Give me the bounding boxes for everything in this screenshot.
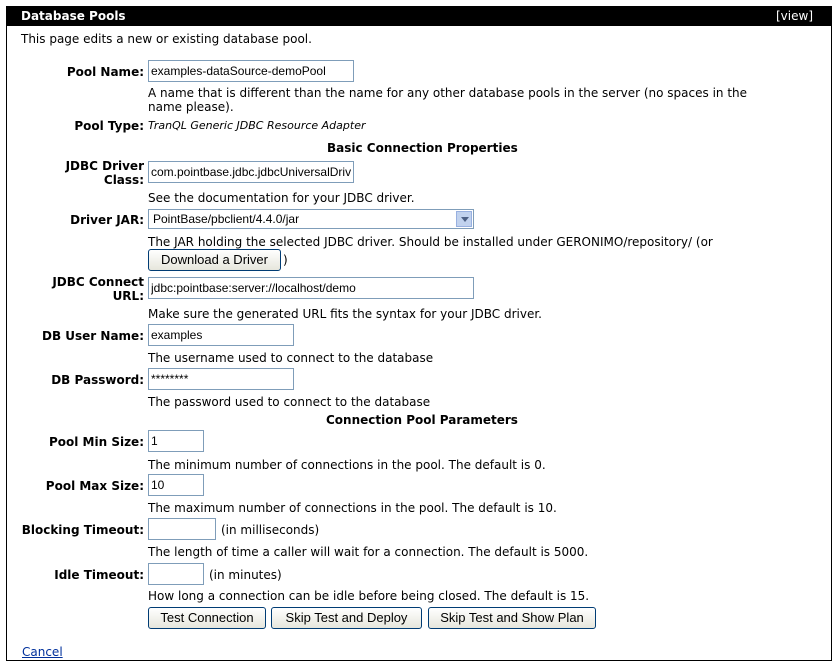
blocking-timeout-label: Blocking Timeout: [21,523,144,537]
blocking-timeout-unit: (in milliseconds) [221,523,320,537]
section-basic-title: Basic Connection Properties [327,141,518,155]
pool-min-label: Pool Min Size: [48,435,144,449]
pool-max-help: The maximum number of connections in the pool. The default is 10. [148,501,557,515]
cancel-link[interactable]: Cancel [22,645,63,659]
db-user-input[interactable] [148,324,294,346]
idle-timeout-help: How long a connection can be idle before being closed. The default is 15. [148,589,590,603]
pool-type-value: TranQL Generic JDBC Resource Adapter [148,119,366,132]
connect-url-input[interactable] [148,277,474,299]
driver-class-label-2: Class: [103,173,144,187]
pool-type-label: Pool Type: [74,119,144,133]
driver-class-input[interactable] [148,161,354,183]
pool-max-input[interactable] [148,474,204,496]
connect-url-help: Make sure the generated URL fits the syntax for your JDBC driver. [148,307,542,321]
panel-title: Database Pools [21,9,126,23]
driver-class-help: See the documentation for your JDBC driver. [148,191,415,205]
database-pools-panel [6,6,832,661]
blocking-timeout-input[interactable] [148,518,216,540]
connect-url-label-2: URL: [112,289,144,303]
driver-jar-close-paren: ) [283,253,288,267]
db-user-help: The username used to connect to the database [148,351,434,365]
section-pool-title: Connection Pool Parameters [326,413,518,427]
db-user-label: DB User Name: [42,329,144,343]
idle-timeout-label: Idle Timeout: [54,568,144,582]
view-link[interactable]: [view] [776,9,813,23]
connect-url-label-1: JDBC Connect [52,275,144,289]
idle-timeout-input[interactable] [148,563,204,585]
pool-max-label: Pool Max Size: [45,479,144,493]
idle-timeout-unit: (in minutes) [209,568,282,582]
db-password-label: DB Password: [51,373,144,387]
download-driver-button[interactable]: Download a Driver [148,249,281,271]
driver-jar-select[interactable] [148,209,474,229]
intro-text: This page edits a new or existing database pool. [21,32,312,46]
test-connection-button[interactable]: Test Connection [148,607,266,629]
pool-name-help-1: A name that is different than the name for any other database pools in the server (no spaces in the [148,86,748,100]
db-password-help: The password used to connect to the database [148,395,431,409]
driver-jar-help: The JAR holding the selected JDBC driver. Should be installed under GERONIMO/repository/ (or [148,235,713,249]
pool-min-help: The minimum number of connections in the pool. The default is 0. [148,458,546,472]
pool-name-label: Pool Name: [66,65,144,79]
driver-class-label-1: JDBC Driver [65,159,144,173]
skip-test-show-plan-button[interactable]: Skip Test and Show Plan [428,607,596,629]
pool-name-input[interactable] [148,60,354,82]
chevron-down-icon[interactable] [456,211,472,227]
pool-name-help-2: name please). [148,100,234,114]
driver-jar-label: Driver JAR: [70,213,144,227]
driver-jar-selected: PointBase/pbclient/4.4.0/jar [153,212,300,226]
skip-test-deploy-button[interactable]: Skip Test and Deploy [271,607,422,629]
pool-min-input[interactable] [148,430,204,452]
db-password-input[interactable] [148,368,294,390]
blocking-timeout-help: The length of time a caller will wait for a connection. The default is 5000. [148,545,589,559]
panel-titlebar [7,7,831,26]
